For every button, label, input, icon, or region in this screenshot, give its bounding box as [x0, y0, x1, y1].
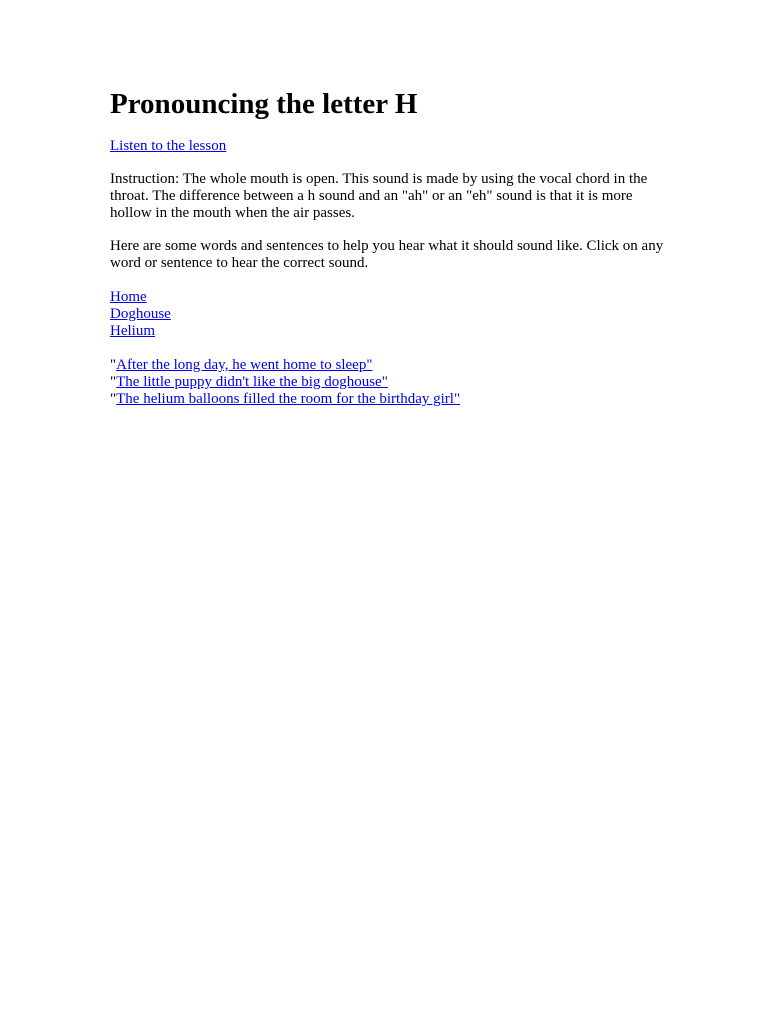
listen-lesson-link[interactable]: Listen to the lesson	[110, 138, 227, 154]
sentence-item	[110, 374, 670, 391]
word-item	[110, 323, 670, 340]
quote-mark: "	[110, 374, 117, 390]
listen-paragraph	[110, 138, 670, 155]
document-page	[110, 86, 670, 408]
sentence-link-home[interactable]: After the long day, he went home to sleep"	[116, 357, 373, 373]
instruction-text: Instruction: The whole mouth is open. This sound is made by using the vocal chord in the throat. The difference between a h sound and an "ah" or an "eh" sound is that it is more hollow in the mouth when the air passes.	[110, 171, 648, 221]
quote-mark: "	[110, 357, 117, 373]
sentence-list	[110, 357, 670, 408]
sentence-link-helium[interactable]: The helium balloons filled the room for the birthday girl"	[116, 391, 461, 407]
help-text: Here are some words and sentences to help you hear what it should sound like. Click on any word or sentence to hear the correct sound.	[110, 238, 664, 271]
word-item	[110, 306, 670, 323]
word-link-home[interactable]: Home	[110, 289, 147, 305]
word-link-helium[interactable]: Helium	[110, 323, 155, 339]
sentence-item	[110, 391, 670, 408]
quote-mark: "	[110, 391, 117, 407]
page-title: Pronouncing the letter H	[110, 88, 418, 120]
word-link-doghouse[interactable]: Doghouse	[110, 306, 171, 322]
word-item	[110, 289, 670, 306]
sentence-link-doghouse[interactable]: The little puppy didn't like the big doghouse"	[116, 374, 388, 390]
sentence-item	[110, 357, 670, 374]
word-list	[110, 289, 670, 340]
